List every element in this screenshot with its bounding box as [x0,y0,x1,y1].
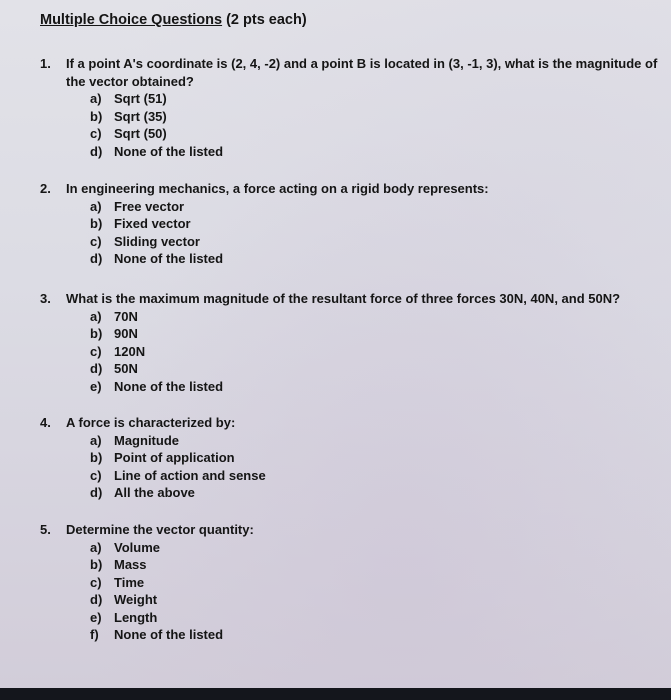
option-letter: c) [90,574,102,590]
option-letter: a) [90,308,102,324]
question-number: 3. [40,291,51,306]
option-text: Sliding vector [114,233,200,249]
option[interactable] [90,449,660,467]
question-number: 1. [40,56,51,71]
option[interactable] [90,378,660,396]
option-letter: c) [90,126,102,141]
option-letter: e) [90,609,102,625]
option-letter: a) [90,198,102,214]
option[interactable] [90,125,660,143]
option-text: None of the listed [114,143,224,159]
option-letter: b) [90,216,103,231]
question-3 [40,290,660,395]
question-text: If a point A's coordinate is (2, 4, -2) and a point B is located in (3, -1, 3), what is the magnitude of the vector obtained? [66,56,658,89]
option-letter: d) [90,485,103,500]
option-text: 50N [114,361,138,376]
option-text: Free vector [114,198,185,214]
option-letter: a) [90,432,102,448]
question-number: 2. [40,181,51,196]
option-text: None of the listed [114,627,224,642]
option-letter: d) [90,592,103,607]
option[interactable] [90,215,660,233]
question-text: What is the maximum magnitude of the resultant force of three forces 30N, 40N, and 50N? [66,291,621,306]
option-text: Length [114,609,158,625]
option[interactable] [90,198,660,216]
question-5 [40,521,660,644]
question-1 [40,55,660,160]
option-letter: b) [90,450,103,465]
option-text: Sqrt (51) [114,91,167,106]
option-text: Weight [114,592,158,607]
page-title-text: Multiple Choice Questions [40,12,223,28]
option-letter: f) [90,627,99,642]
option-text: All the above [114,485,195,500]
option-letter: c) [90,233,102,249]
option-text: 120N [114,343,146,359]
option-text: Time [114,574,145,590]
question-text: A force is characterized by: [66,415,236,430]
option[interactable] [90,609,660,627]
option-text: Sqrt (35) [114,108,167,124]
option[interactable] [90,233,660,251]
option[interactable] [90,360,660,378]
question-text: Determine the vector quantity: [66,522,254,537]
option[interactable] [90,484,660,502]
option[interactable] [90,574,660,592]
option-letter: a) [90,539,102,555]
option[interactable] [90,143,660,161]
option[interactable] [90,626,660,644]
option-list [40,539,660,644]
option-letter: d) [90,251,103,266]
question-text: In engineering mechanics, a force acting on a rigid body represents: [66,181,489,196]
option-letter: e) [90,378,102,394]
option-list [40,308,660,396]
option[interactable] [90,325,660,343]
option[interactable] [90,308,660,326]
option-text: 70N [114,308,138,324]
option-text: Mass [114,557,147,572]
option-letter: d) [90,361,103,376]
option[interactable] [90,467,660,485]
option-text: Line of action and sense [114,467,266,483]
option-text: Volume [114,539,160,555]
bottom-edge [0,688,671,700]
option-text: Point of application [114,450,235,465]
option-letter: b) [90,108,103,124]
option-letter: c) [90,467,102,483]
page-title [40,12,307,28]
option-text: None of the listed [114,251,224,266]
option-text: Sqrt (50) [114,126,167,141]
option-list [40,198,660,268]
question-number: 5. [40,522,51,537]
option[interactable] [90,250,660,268]
option[interactable] [90,591,660,609]
option-letter: a) [90,91,102,106]
option-letter: c) [90,343,102,359]
option-list [40,90,660,160]
option-text: Magnitude [114,432,179,448]
option[interactable] [90,90,660,108]
option[interactable] [90,343,660,361]
option-letter: b) [90,557,103,572]
option-text: Fixed vector [114,216,191,231]
option[interactable] [90,556,660,574]
option-letter: d) [90,143,103,159]
option[interactable] [90,108,660,126]
option-text: None of the listed [114,378,224,394]
question-2 [40,180,660,268]
option-letter: b) [90,326,103,341]
option[interactable] [90,432,660,450]
option-text: 90N [114,326,138,341]
question-4 [40,414,660,502]
option[interactable] [90,539,660,557]
page-title-points: (2 pts each) [222,12,307,28]
question-number: 4. [40,415,51,430]
option-list [40,432,660,502]
